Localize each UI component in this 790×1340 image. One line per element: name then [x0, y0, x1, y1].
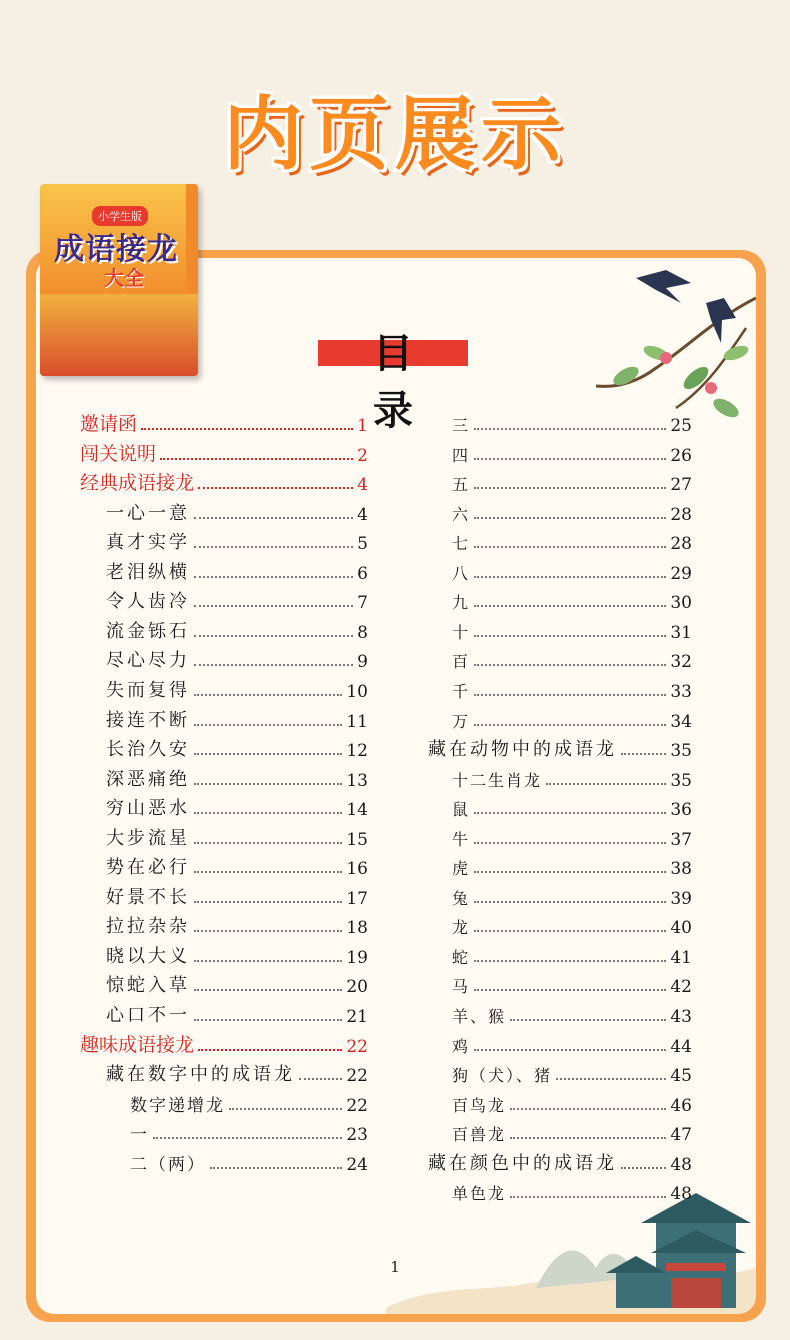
toc-entry-title: 十	[452, 622, 471, 642]
toc-entry[interactable]	[106, 646, 368, 672]
toc-entry-page: 44	[670, 1036, 692, 1057]
toc-entry-page: 37	[670, 829, 692, 850]
toc-entry-page: 47	[670, 1125, 692, 1146]
toc-entry[interactable]	[452, 587, 692, 613]
toc-entry-page: 40	[670, 918, 692, 939]
toc-entry-page: 48	[670, 1184, 692, 1205]
toc-entry-page: 10	[346, 681, 368, 702]
toc-entry-page: 4	[357, 475, 368, 496]
toc-entry-title: 虎	[452, 859, 471, 879]
toc-entry[interactable]	[452, 676, 692, 702]
toc-entry-title: 马	[452, 977, 471, 997]
toc-entry-title: 势在必行	[106, 857, 190, 879]
toc-entry-title: 兔	[452, 888, 471, 908]
toc-entry-title: 长治久安	[106, 739, 190, 761]
toc-entry[interactable]	[106, 794, 368, 820]
toc-entry[interactable]	[106, 676, 368, 702]
toc-leader-dots	[194, 724, 342, 726]
toc-entry-title: 百兽龙	[452, 1125, 507, 1145]
toc-leader-dots	[474, 724, 666, 726]
toc-leader-dots	[299, 1078, 342, 1080]
toc-leader-dots	[474, 871, 666, 873]
toc-entry[interactable]	[452, 499, 692, 525]
toc-entry-page: 45	[670, 1066, 692, 1087]
toc-entry-page: 18	[346, 918, 368, 939]
toc-entry-page: 6	[357, 563, 368, 584]
toc-entry-page: 22	[346, 1095, 368, 1116]
toc-leader-dots	[510, 1196, 666, 1198]
toc-entry-page: 28	[670, 534, 692, 555]
toc-leader-dots	[474, 694, 666, 696]
toc-entry[interactable]	[452, 558, 692, 584]
toc-leader-dots	[194, 635, 353, 637]
toc-entry-title: 尽心尽力	[106, 650, 190, 672]
toc-entry[interactable]	[452, 1060, 692, 1086]
toc-leader-dots	[474, 901, 666, 903]
toc-entry-page: 7	[357, 593, 368, 614]
toc-entry-page: 34	[670, 711, 692, 732]
toc-entry-title: 流金铄石	[106, 620, 190, 642]
toc-leader-dots	[194, 664, 353, 666]
toc-leader-dots	[194, 812, 342, 814]
toc-leader-dots	[160, 458, 353, 460]
toc-entry[interactable]	[80, 469, 368, 495]
toc-entry-title: 闯关说明	[80, 442, 157, 465]
toc-entry-page: 32	[670, 652, 692, 673]
toc-entry[interactable]	[106, 735, 368, 761]
toc-entry[interactable]	[106, 883, 368, 909]
toc-entry[interactable]	[452, 1119, 692, 1145]
toc-leader-dots	[198, 487, 353, 489]
toc-entry-title: 八	[452, 563, 471, 583]
toc-leader-dots	[474, 546, 666, 548]
toc-entry[interactable]	[106, 617, 368, 643]
toc-entry-title: 九	[452, 593, 471, 613]
toc-entry-title: 鸡	[452, 1036, 471, 1056]
toc-entry-title: 六	[452, 504, 471, 524]
toc-entry-page: 21	[346, 1007, 368, 1027]
toc-entry-title: 晓以大义	[106, 945, 190, 967]
toc-entry[interactable]	[452, 528, 692, 554]
toc-entry-title: 接连不断	[106, 709, 190, 731]
toc-entry-page: 27	[670, 475, 692, 496]
toc-entry[interactable]	[106, 706, 368, 732]
toc-entry-page: 11	[346, 711, 368, 732]
page-number: 1	[390, 1258, 400, 1276]
toc-entry-title: 百鸟龙	[452, 1095, 507, 1115]
toc-entry[interactable]	[130, 1149, 368, 1175]
toc-entry[interactable]	[452, 469, 692, 495]
toc-entry-title: 令人齿冷	[106, 591, 190, 613]
toc-leader-dots	[474, 605, 666, 607]
toc-leader-dots	[474, 487, 666, 489]
toc-entry-title: 趣味成语接龙	[80, 1033, 195, 1056]
toc-entry-page: 22	[346, 1036, 368, 1057]
toc-entry[interactable]	[452, 912, 692, 938]
toc-entry-title: 鼠	[452, 800, 471, 820]
toc-entry-page: 42	[670, 977, 692, 998]
toc-entry-page: 29	[670, 563, 692, 584]
toc-entry-title: 四	[452, 445, 471, 465]
toc-entry-title: 牛	[452, 829, 471, 849]
toc-entry-title: 二（两）	[130, 1154, 206, 1175]
toc-entry-title: 千	[452, 681, 471, 701]
toc-entry-title: 万	[452, 711, 471, 731]
toc-entry[interactable]	[106, 971, 368, 997]
toc-leader-dots	[474, 635, 666, 637]
toc-entry-page: 16	[346, 859, 368, 880]
toc-entry-page: 46	[670, 1095, 692, 1116]
toc-heading-text: 目录	[373, 330, 449, 434]
toc-leader-dots	[194, 783, 342, 785]
toc-leader-dots	[474, 576, 666, 578]
toc-entry-title: 百	[452, 652, 471, 672]
toc-entry[interactable]	[452, 1001, 692, 1027]
toc-entry-title: 失而复得	[106, 679, 190, 701]
toc-leader-dots	[194, 871, 342, 873]
toc-leader-dots	[474, 664, 666, 666]
toc-entry-title: 穷山恶水	[106, 798, 190, 820]
toc-entry[interactable]	[452, 1031, 692, 1057]
toc-entry[interactable]	[106, 1060, 368, 1086]
toc-leader-dots	[474, 1049, 666, 1051]
toc-entry-page: 25	[670, 416, 692, 436]
toc-entry-page: 9	[357, 652, 368, 673]
toc-leader-dots	[229, 1108, 342, 1110]
toc-leader-dots	[194, 546, 353, 548]
banner-title: 内页展示	[223, 88, 567, 181]
toc-leader-dots	[194, 694, 342, 696]
toc-entry-page: 48	[670, 1154, 692, 1175]
toc-entry[interactable]	[452, 440, 692, 466]
toc-entry[interactable]	[452, 1090, 692, 1116]
toc-entry[interactable]	[106, 1001, 368, 1027]
toc-entry-page: 17	[346, 888, 368, 909]
toc-entry[interactable]	[106, 853, 368, 879]
toc-entry-page: 8	[357, 622, 368, 643]
toc-entry[interactable]	[452, 617, 692, 643]
toc-leader-dots	[510, 1108, 666, 1110]
toc-entry-title: 蛇	[452, 947, 471, 967]
toc-leader-dots	[194, 753, 342, 755]
toc-leader-dots	[474, 458, 666, 460]
toc-leader-dots	[474, 842, 666, 844]
toc-entry[interactable]	[106, 912, 368, 938]
toc-entry[interactable]	[452, 971, 692, 997]
toc-entry[interactable]	[452, 646, 692, 672]
toc-entry-page: 5	[357, 534, 368, 555]
toc-entry-page: 24	[346, 1154, 368, 1175]
toc-entry-title: 邀请函	[80, 413, 138, 435]
toc-entry-title: 大步流星	[106, 827, 190, 849]
toc-entry-title: 七	[452, 534, 471, 554]
toc-entry-title: 藏在动物中的成语龙	[428, 739, 617, 761]
toc-entry-title: 数字递增龙	[130, 1095, 225, 1116]
toc-entry-title: 真才实学	[106, 532, 190, 554]
toc-entry-title: 藏在数字中的成语龙	[106, 1064, 295, 1086]
toc-leader-dots	[510, 1019, 666, 1021]
toc-leader-dots	[194, 842, 342, 844]
toc-entry-title: 一心一意	[106, 502, 190, 524]
toc-entry-title: 龙	[452, 918, 471, 938]
toc-entry-page: 22	[346, 1066, 368, 1087]
toc-leader-dots	[474, 960, 666, 962]
toc-entry-page: 43	[670, 1007, 692, 1027]
toc-entry[interactable]	[106, 558, 368, 584]
toc-entry-title: 三	[452, 416, 471, 435]
toc-entry[interactable]	[452, 1178, 692, 1204]
toc-entry-page: 30	[670, 593, 692, 614]
toc-entry[interactable]	[452, 706, 692, 732]
toc-entry[interactable]	[452, 410, 692, 436]
toc-entry-title: 五	[452, 475, 471, 495]
toc-entry[interactable]	[130, 1090, 368, 1116]
toc-entry-title: 一	[130, 1125, 149, 1146]
toc-leader-dots	[194, 1019, 342, 1021]
toc-entry-page: 23	[346, 1125, 368, 1146]
toc-leader-dots	[194, 605, 353, 607]
toc-leader-dots	[474, 812, 666, 814]
toc-leader-dots	[153, 1137, 342, 1139]
toc-entry-page: 36	[670, 800, 692, 821]
toc-entry[interactable]	[106, 824, 368, 850]
toc-leader-dots	[546, 783, 666, 785]
toc-entry[interactable]	[428, 1149, 692, 1175]
toc-entry-title: 好景不长	[106, 886, 190, 908]
toc-entry-title: 老泪纵横	[106, 561, 190, 583]
toc-leader-dots	[194, 960, 342, 962]
toc-entry-page: 26	[670, 445, 692, 466]
toc-entry-page: 12	[346, 741, 368, 762]
toc-leader-dots	[621, 753, 666, 755]
toc-leader-dots	[194, 989, 342, 991]
toc-entry-title: 心口不一	[106, 1005, 190, 1026]
toc-entry[interactable]	[130, 1119, 368, 1145]
toc-entry-page: 35	[670, 741, 692, 762]
toc-entry-page: 38	[670, 859, 692, 880]
toc-leader-dots	[474, 517, 666, 519]
toc-leader-dots	[621, 1167, 666, 1169]
toc-entry-page: 19	[346, 947, 368, 968]
toc-entry-title: 十二生肖龙	[452, 770, 543, 790]
toc-entry-title: 单色龙	[452, 1184, 507, 1204]
toc-leader-dots	[474, 428, 666, 430]
book-cover-illustration	[40, 294, 198, 376]
toc-leader-dots	[510, 1137, 666, 1139]
toc-entry[interactable]	[452, 883, 692, 909]
toc-entry-page: 15	[346, 829, 368, 850]
toc-leader-dots	[474, 989, 666, 991]
toc-heading	[318, 322, 468, 434]
toc-entry[interactable]	[106, 587, 368, 613]
toc-entry[interactable]	[452, 942, 692, 968]
toc-entry-title: 惊蛇入草	[106, 975, 190, 997]
toc-entry-title: 狗（犬）、猪	[452, 1066, 553, 1086]
toc-entry[interactable]	[106, 499, 368, 525]
toc-entry-title: 经典成语接龙	[80, 472, 195, 495]
toc-entry-page: 20	[346, 977, 368, 998]
toc-entry-page: 39	[670, 888, 692, 909]
toc-entry[interactable]	[106, 765, 368, 791]
toc-leader-dots	[141, 428, 353, 430]
toc-entry[interactable]	[106, 942, 368, 968]
toc-entry-title: 拉拉杂杂	[106, 916, 190, 938]
toc-entry[interactable]	[106, 528, 368, 554]
toc-leader-dots	[194, 517, 353, 519]
toc-entry-page: 13	[346, 770, 368, 791]
toc-entry-page: 2	[357, 445, 368, 466]
toc-leader-dots	[194, 576, 353, 578]
toc-entry[interactable]	[452, 853, 692, 879]
toc-leader-dots	[474, 930, 666, 932]
book-edition-tag: 小学生版	[92, 206, 148, 226]
toc-entry-title: 藏在颜色中的成语龙	[428, 1152, 617, 1174]
toc-entry-page: 33	[670, 681, 692, 702]
toc-entry-page: 41	[670, 947, 692, 968]
toc-entry-title: 羊、猴	[452, 1007, 507, 1026]
toc-leader-dots	[198, 1049, 342, 1051]
toc-entry[interactable]	[452, 794, 692, 820]
book-cover	[40, 184, 198, 376]
toc-entry[interactable]	[80, 410, 368, 436]
toc-entry-page: 1	[357, 416, 368, 436]
toc-leader-dots	[210, 1167, 342, 1169]
toc-entry[interactable]	[452, 765, 692, 791]
book-title: 成语接龙	[54, 232, 178, 267]
toc-entry[interactable]	[80, 1031, 368, 1057]
toc-entry-title: 深恶痛绝	[106, 768, 190, 790]
toc-leader-dots	[194, 930, 342, 932]
toc-entry[interactable]	[80, 440, 368, 466]
toc-entry-page: 4	[357, 504, 368, 525]
toc-entry-page: 14	[346, 800, 368, 821]
toc-entry-page: 28	[670, 504, 692, 525]
toc-leader-dots	[556, 1078, 666, 1080]
toc-entry[interactable]	[428, 735, 692, 761]
toc-leader-dots	[194, 901, 342, 903]
toc-entry-page: 35	[670, 770, 692, 791]
toc-entry[interactable]	[452, 824, 692, 850]
toc-entry-page: 31	[670, 622, 692, 643]
book-subtitle: 大全	[104, 266, 144, 290]
